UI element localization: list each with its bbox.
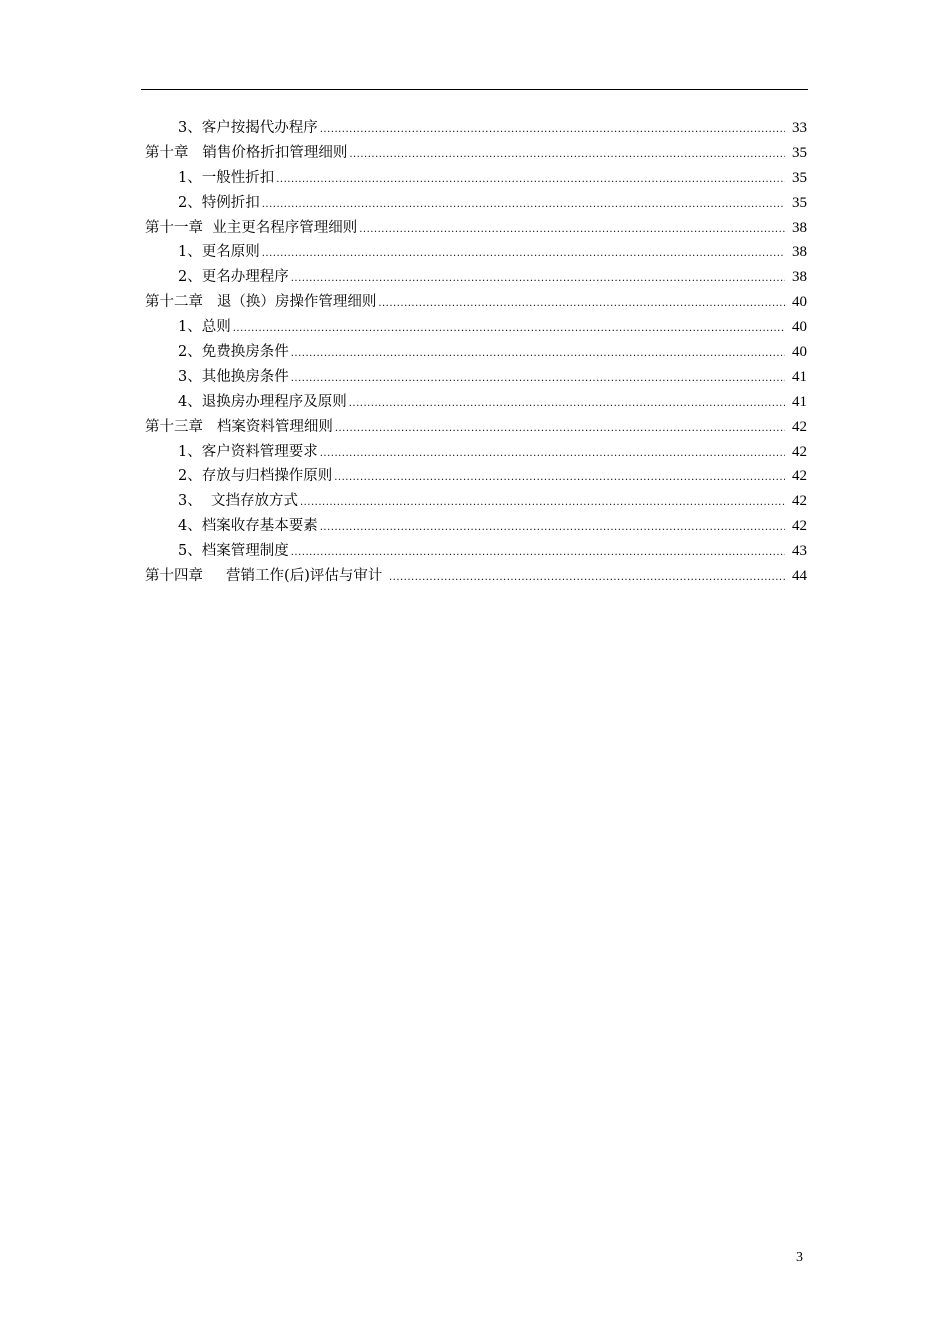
toc-entry-page: 40 [792,294,807,311]
toc-entry-title: 2、特例折扣 [178,194,260,211]
page-number: 3 [796,1250,803,1265]
toc-entry-page: 42 [792,493,807,510]
toc-dot-leader [262,242,785,267]
toc-section-entry[interactable] [145,464,807,489]
toc-dot-leader [349,143,785,168]
toc-entry-title: 1、一般性折扣 [178,169,275,186]
toc-section-entry[interactable] [145,166,807,191]
toc-entry-page: 35 [792,144,807,161]
toc-section-entry[interactable] [145,116,807,141]
toc-section-entry[interactable] [145,265,807,290]
toc-entry-title: 2、更名办理程序 [178,269,289,286]
toc-entry-page: 35 [792,194,807,211]
toc-dot-leader [320,118,785,143]
toc-chapter-entry[interactable] [145,216,807,241]
toc-entry-page: 41 [792,368,807,385]
toc-entry-title: 4、档案收存基本要素 [178,518,318,535]
toc-dot-leader [291,367,785,392]
header-rule [141,89,808,90]
toc-section-entry[interactable] [145,240,807,265]
toc-dot-leader [335,417,785,442]
toc-chapter-entry[interactable] [145,564,807,589]
toc-dot-leader [276,168,785,193]
toc-entry-page: 33 [792,120,807,136]
toc-entry-page: 42 [792,468,807,485]
toc-dot-leader [320,516,785,541]
toc-dot-leader [334,466,785,491]
toc-entry-title: 第十三章 档案资料管理细则 [145,418,333,435]
toc-entry-title: 2、免费换房条件 [178,344,289,361]
toc-entry-title: 第十二章 退（换）房操作管理细则 [145,294,377,311]
toc-dot-leader [349,392,785,417]
toc-section-entry[interactable] [145,191,807,216]
toc-dot-leader [378,292,785,317]
toc-dot-leader [389,566,785,591]
toc-dot-leader [291,342,785,367]
table-of-contents [145,116,807,589]
toc-entry-page: 42 [792,443,807,460]
toc-dot-leader [300,491,785,516]
toc-entry-title: 1、总则 [178,319,231,336]
toc-entry-page: 40 [792,344,807,361]
toc-entry-title: 3、 文挡存放方式 [178,493,298,510]
toc-entry-title: 1、客户资料管理要求 [178,443,318,460]
toc-section-entry[interactable] [145,514,807,539]
toc-chapter-entry[interactable] [145,415,807,440]
toc-chapter-entry[interactable] [145,290,807,315]
toc-entry-title: 2、存放与归档操作原则 [178,468,333,485]
toc-section-entry[interactable] [145,440,807,465]
toc-section-entry[interactable] [145,365,807,390]
toc-section-entry[interactable] [145,315,807,340]
toc-entry-title: 第十四章 营销工作(后)评估与审计 [145,568,387,585]
toc-entry-title: 第十章 销售价格折扣管理细则 [145,144,348,161]
toc-dot-leader [233,317,785,342]
toc-entry-title: 3、其他换房条件 [178,368,289,385]
toc-section-entry[interactable] [145,340,807,365]
toc-dot-leader [291,541,785,566]
toc-dot-leader [291,267,785,292]
toc-entry-page: 38 [792,244,807,261]
toc-dot-leader [359,218,785,243]
toc-dot-leader [262,193,785,218]
toc-entry-title: 3、客户按揭代办程序 [178,120,318,136]
toc-entry-page: 42 [792,518,807,535]
toc-section-entry[interactable] [145,489,807,514]
toc-dot-leader [320,442,785,467]
toc-entry-title: 第十一章 业主更名程序管理细则 [145,219,358,236]
toc-entry-page: 35 [792,169,807,186]
toc-entry-page: 44 [792,568,807,585]
toc-entry-page: 41 [792,393,807,410]
toc-entry-page: 42 [792,418,807,435]
toc-section-entry[interactable] [145,539,807,564]
toc-entry-title: 4、退换房办理程序及原则 [178,393,347,410]
toc-section-entry[interactable] [145,390,807,415]
toc-entry-title: 1、更名原则 [178,244,260,261]
toc-chapter-entry[interactable] [145,141,807,166]
toc-entry-page: 40 [792,319,807,336]
toc-entry-page: 38 [792,269,807,286]
toc-entry-page: 43 [792,543,807,560]
toc-entry-page: 38 [792,219,807,236]
toc-entry-title: 5、档案管理制度 [178,543,289,560]
